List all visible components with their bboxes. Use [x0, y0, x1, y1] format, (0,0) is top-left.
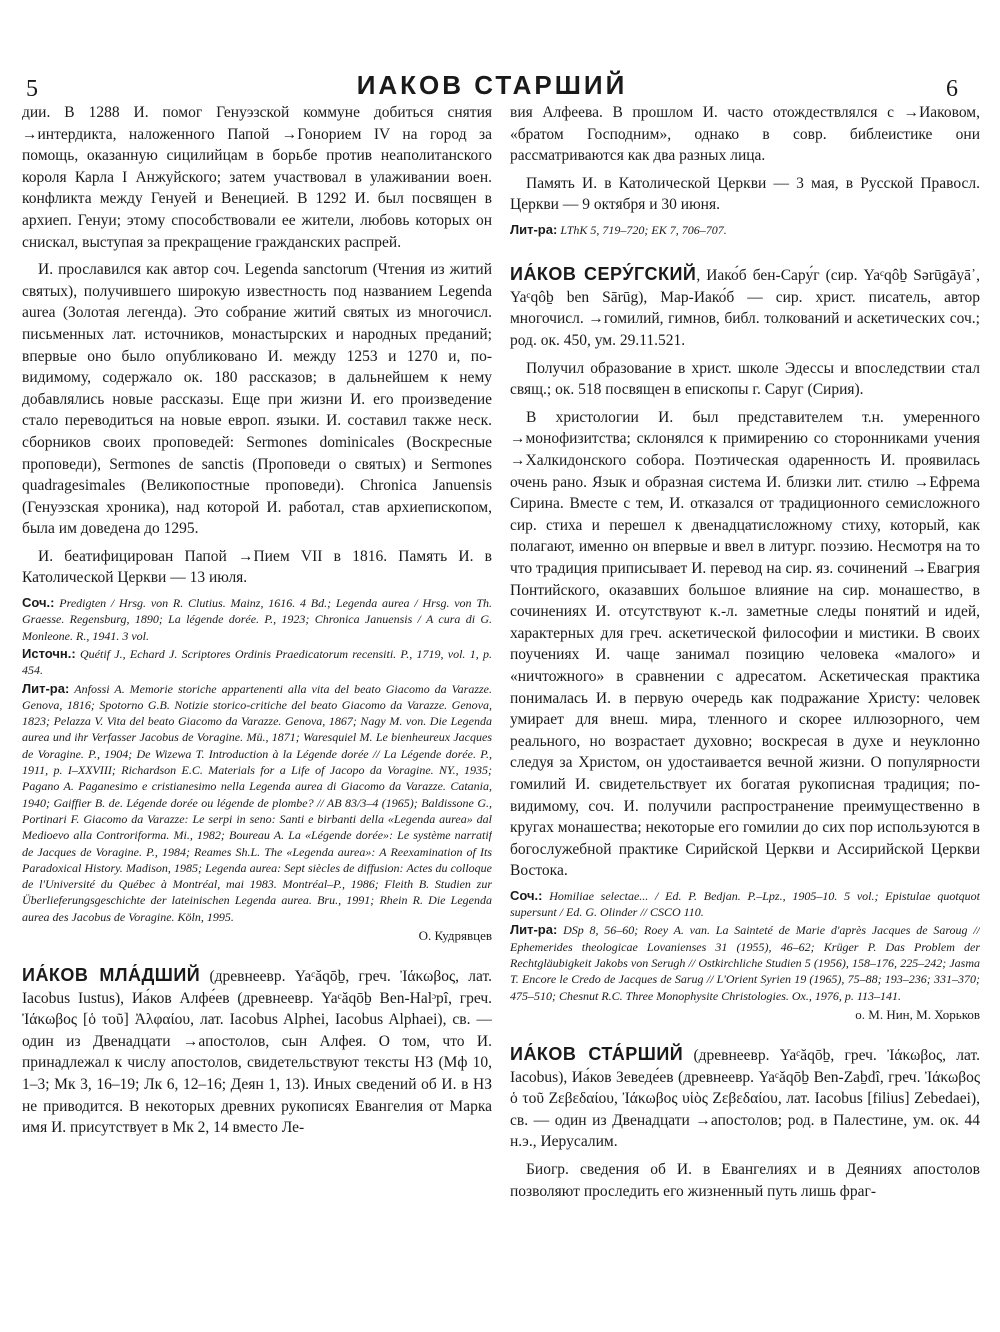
works-text: Homiliae selectae... / Ed. P. Bedjan. P.–Lpz., 1905–10. 5 vol.; Epistulae quotquot supersunt / Ed. G. Olinder // CSCO 110. [510, 888, 980, 920]
works-label: Соч.: [22, 595, 55, 611]
entry-iakov-serugskiy [510, 264, 980, 351]
literature-text: Anfossi A. Memorie storiche appartenenti alla vita del beato Giacomo da Varazze. Genova, 1816; Spotorno G.B. Notizie storico-critiche del beato Giacomo da Varazze. Genova, 1823; Pelazza V. Vita del beato Giacomo da Varazze. Genova, 1867; Nagy M. von. Die Legenda aurea und ihr Verfasser Jacobus de Voragine. Mü., 1871; Waresquiel M. Le bienheureux Jacques de Voragine. P., 1904; De Wizewa T. Introduction à la Légende dorée // La Légende dorée. P., 1911, p. I–XXVIII; Richardson E.C. Materials for a Life of Jacopo da Voragine. NY., 1935; Pagano A. Paganesimo e cristianesimo nella Legenda aurea di Giacomo da Varazze. Catania, 1940; Gaiffier B. de. Légende dorée ou légende de plombe? // AB 83/3–4 (1965); Baldissone G., Portinari F. Giacomo da Varazze: Le serpi in seno: Santi e birbanti della «Legenda aurea» dal Medioevo alla Controriforma. Mi., 1982; Boureau A. La «Légende dorée»: Le système narratif de Jacques de Voragine. P., 1984; Reames Sh.L. The «Legenda aurea»: A Reexamination of Its Paradoxical History. Madison, 1985; Legenda aurea: Sept siècles de diffusion: Actes du colloque de l'Université du Québec à Montréal, mai 1983. Montréal–P., 1986; Fleith B. Studien zur Überlieferungsgeschichte der lateinischen Legenda aurea. Bru., 1991; Rhein R. Die Legenda aurea des Jacobus de Voragine. Köln, 1995. [22, 681, 492, 924]
sources-label: Источн.: [22, 645, 76, 661]
running-title: ИАКОВ СТАРШИЙ [356, 70, 628, 100]
paragraph: Получил образование в христ. школе Эдессы и впоследствии стал свящ.; ок. 518 посвящен в епископы г. Саруг (Сирия). [510, 359, 980, 399]
entry-headword: ИА́КОВ СЕРУ́ГСКИЙ [510, 264, 697, 285]
entry-headword: ИА́КОВ СТА́РШИЙ [510, 1043, 684, 1064]
entry-headword: ИА́КОВ МЛА́ДШИЙ [22, 965, 201, 985]
entry-text: , Иако́б бен-Сару́г (сир. Yaᶜqôḇ Sərūgāyā᾿, Yaᶜqôḇ ben Sārūg), Мар-Иако́б — сир. христ. писатель, автор многочисл. →гомилий, гимнов, библ. толкований и аскетических соч.; род. ок. 450, ум. 29.11.521. [510, 267, 980, 350]
article-author: о. М. Нин, М. Хорьков [855, 1006, 980, 1022]
entry-text: (древнеевр. Yaᶜăqōḇ, греч. Ἰάκωβος, лат. Iacobus Iustus), Иа́ков Алфе́ев (древнеевр. Yaᶜăqōḇ Ben-Halᵓpî, греч. Ἰάκωβος [ὁ τοῦ] Ἀλφαίου, лат. Iacobus Alphei, Iacobus Alphaei), св. — один из Двенадцати →апостолов, сын Алфея. О том, что И. принадлежал к числу апостолов, свидетельствуют тексты НЗ (Мф 10, 1–3; Мк 3, 16–19; Лк 6, 12–16; Деян 1, 13). Иных сведений об И. в НЗ не приводится. В некоторых древних рукописях Евангелия от Марка имя И. присутствует в Мк 2, 14 вместо Ле- [22, 968, 492, 1137]
literature-text: LThK 5, 719–720; EK 7, 706–707. [557, 222, 727, 237]
literature-section [22, 681, 492, 925]
paragraph: И. беатифицирован Папой →Пием VII в 1816. Память И. в Католической Церкви — 13 июля. [22, 547, 492, 587]
paragraph: Биогр. сведения об И. в Евангелиях и в Деяниях апостолов позволяют проследить его жизненный путь лишь фраг- [510, 1160, 980, 1200]
literature-label: Лит-ра: [510, 922, 558, 938]
entry-iakov-starshiy [510, 1044, 980, 1153]
sources-section [22, 646, 492, 679]
paragraph: И. прославился как автор соч. Legenda sanctorum (Чтения из житий святых), получившего широкую известность под названием Legenda aurea (Золотая легенда). Это собрание житий святых из многочисл. письменных лат. источников, монастырских и народных преданий; впервые оно было опубликовано И. между 1253 и 1270 и, по-видимому, содержало ок. 180 рассказов; в дальнейшем к нему добавлялись новые рассказы. Еще при жизни И. его произведение стало переводиться на новые европ. языки. И. составил также неск. сборников своих проповедей: Sermones dominicales (Воскресные проповеди), Sermones de sanctis (Проповеди о святых) и Sermones quadragesimales (Великопостные проповеди). Chronica Januensis (Генуэзская хроника), над которой И. работал, став архиепископом, была им доведена до 1295. [22, 261, 492, 538]
literature-label: Лит-ра: [22, 680, 70, 696]
right-column [510, 102, 980, 1324]
works-label: Соч.: [510, 887, 543, 903]
works-text: Predigten / Hrsg. von R. Clutius. Mainz, 1616. 4 Bd.; Legenda aurea / Hrsg. von Th. Graesse. Regensburg, 1890; La légende dorée. P., 1923; Chronica Januensis / A cura di G. Monleone. R., 1941. 3 vol. [22, 596, 492, 643]
literature-text: DSp 8, 56–60; Roey A. van. La Sainteté de Marie d'après Jacques de Saroug // Ephemerides theologicae Lovanienses 31 (1955), 46–62; Krüger P. Das Problem der Rechtgläubigkeit Jakobs von Serugh // Ostkirchliche Studien 5 (1956), 158–176, 225–242; Jasma T. Encore le Credo de Jacques de Sarug // L'Orient Syrien 19 (1965), 75–88; 193–236; 331–370; 475–510; Chesnut R.C. Three Monophysite Christologies. Ox., 1976, p. 113–141. [510, 923, 980, 1003]
works-section [22, 595, 492, 644]
paragraph: Память И. в Католической Церкви — 3 мая, в Русской Правосл. Церкви — 9 октября и 30 июня. [510, 174, 980, 214]
sources-text: Quétif J., Echard J. Scriptores Ordinis Praedicatorum recensiti. P., 1719, vol. 1, p. 454. [22, 646, 492, 678]
paragraph: В христологии И. был представителем т.н. умеренного →монофизитства; склонялся к примирению со сторонниками учения →Халкидонского собора. Поэтическая одаренность И. проявилась очень рано. Язык и образная система И. близки лит. стилю →Ефрема Сирина. Вместе с тем, И. отказался от традиционного семисложного сир. стиха и перешел к двенадцатисложному стиху, который, как полагают, именно он впервые и ввел в литург. поэзию. Несмотря на то что традиция приписывает И. перевод на сир. яз. сочинений →Евагрия Понтийского, оказавших большое влияние на сир. монашество, в сочинениях И. отсутствуют к.-л. заметные следы понятий и идей, характерных для греч. аскетической философии и мистики. В своих поучениях И. чаще занимал позицию человека «малого» и «ничтожного» в сравнении с адресатом. Аскетическая практика понималась И. в первую очередь как подражание Христу: человек умирает для внеш. мира, тленного и скорее иллюзорного, чем реального, но возрастает духовно; воскресая в духе и неуклонно следуя за Христом, он удостаивается вечной жизни. О популярности гомилий И. свидетельствует их богатая рукописная традиция; по-видимому, соч. И. получили распространение преимущественно в кругах монашества; некоторые его гомилии до сих пор используются в богослужебной практике Сирийской Церкви и Ассирийской Церкви Востока. [510, 408, 980, 880]
works-section [510, 888, 980, 921]
left-page-number: 5 [26, 76, 38, 102]
entry-iakov-mladshiy [22, 965, 492, 1139]
paragraph: дии. В 1288 И. помог Генуэзской коммуне добиться снятия →интердикта, наложенного Папой →Гонорием IV на город за помощь, оказанную сицилийцам в борьбе против неаполитанского короля Карла I Анжуйского; затем участвовал в улаживании воен. конфликта между Генуей и Венецией. В 1292 И. был посвящен в архиеп. Генуи; этому способствовали ее жители, любовь которых он снискал, выступая за прекращение гражданских распрей. [22, 104, 492, 251]
article-author: О. Кудрявцев [418, 928, 492, 943]
left-column [22, 102, 492, 1324]
literature-label: Лит-ра: [510, 221, 558, 237]
paragraph: вия Алфеева. В прошлом И. часто отождествлялся с →Иаковом, «братом Господним», однако в совр. библеистике они рассматриваются как два разных лица. [510, 104, 980, 165]
right-page-number: 6 [946, 76, 958, 102]
literature-section [510, 922, 980, 1003]
entry-text: (древнеевр. Yaᶜăqōḇ, греч. Ἰάκωβος, лат. Iacobus), Иа́ков Зеведе́ев (древнеевр. Yaᶜăqōḇ Ben-Zaḇdî, греч. Ἰάκωβος ὁ τοῦ Ζεβεδαίου, Ἰάκωβος υἱὸς Ζεβεδαίου, лат. Iacobus [filius] Zebedaei), св. — один из Двенадцати →апостолов; род. в Палестине, ум. ок. 44 н.э., Иерусалим. [510, 1046, 980, 1151]
literature-section [510, 222, 980, 238]
